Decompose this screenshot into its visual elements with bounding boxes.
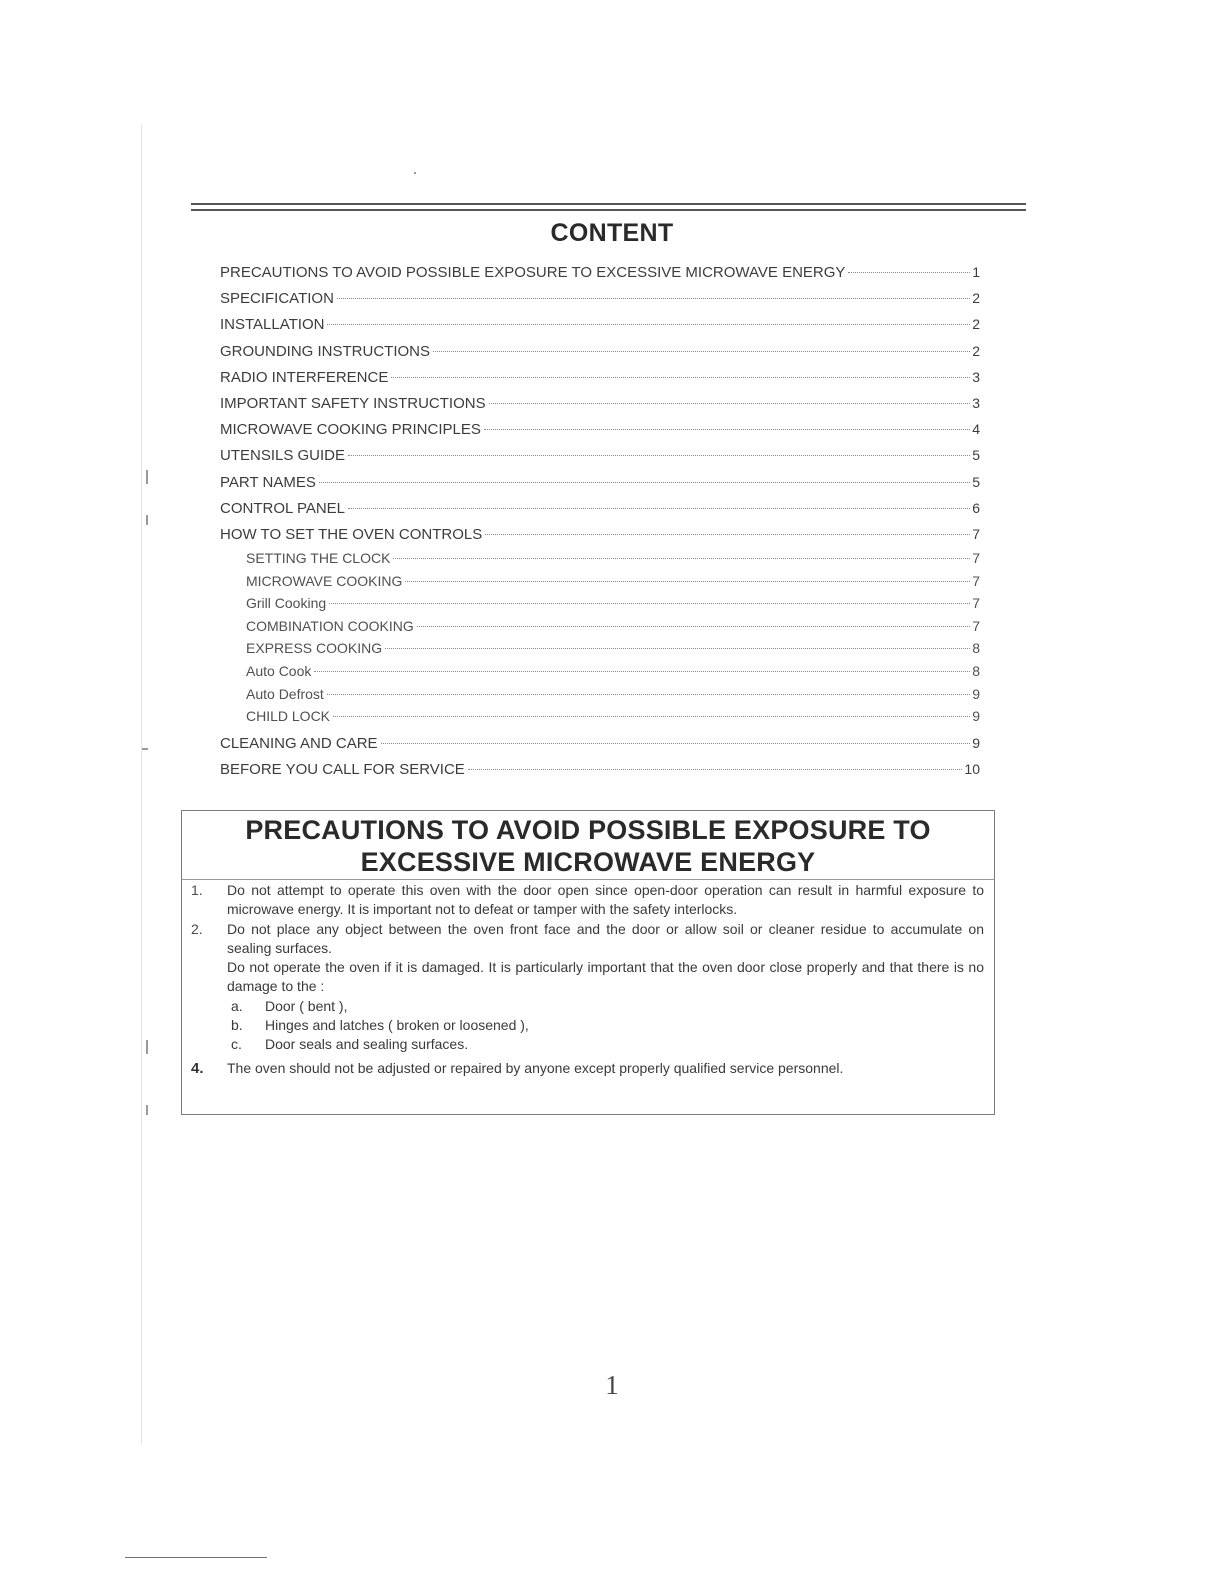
toc-entry-page: 7 [972,525,980,542]
toc-entry-page: 10 [964,761,980,777]
precaution-item [191,881,984,920]
toc-entry [220,615,980,638]
precaution-text: Do not place any object between the oven front face and the door or allow soil or cleaner residue to accumulate on sealing surfaces. [227,920,984,956]
toc-entry [220,442,980,468]
toc-entry [220,705,980,728]
header-rule-thick [191,203,1026,205]
subitem-letter: c. [231,1036,242,1053]
toc-entry-label: SETTING THE CLOCK [246,550,391,567]
precautions-title [182,811,994,878]
toc-entry [220,364,980,390]
subitem-text: Hinges and latches ( broken or loosened ), [265,1017,529,1034]
precautions-list [191,881,984,1078]
scan-mark [146,1040,148,1054]
toc-entry-label: INSTALLATION [220,316,325,334]
toc-entry-page: 7 [972,572,980,589]
toc-leader-dots [348,455,970,456]
toc-entry-label: PART NAMES [220,473,316,491]
toc-entry-page: 7 [972,550,980,567]
toc-entry-label: COMBINATION COOKING [246,617,414,634]
toc-leader-dots [848,272,970,273]
toc-leader-dots [381,743,971,744]
toc-entry-label: Auto Cook [246,663,312,680]
toc-entry-label: MICROWAVE COOKING [246,572,403,589]
toc-entry [220,547,980,570]
toc-entry-page: 2 [972,316,980,333]
toc-leader-dots [484,429,970,430]
toc-leader-dots [327,324,970,325]
toc-entry-label: UTENSILS GUIDE [220,447,346,465]
precaution-text: Do not attempt to operate this oven with the door open since open-door operation can result in harmful exposure to microwave energy. It is important not to defeat or tamper with the safety interlocks. [227,882,984,918]
toc-entry [220,592,980,615]
toc-entry-label: CLEANING AND CARE [220,734,378,752]
toc-leader-dots [417,626,970,627]
precautions-title-line: PRECAUTIONS TO AVOID POSSIBLE EXPOSURE TO [245,815,931,845]
precaution-number: 1. [191,882,203,898]
toc-entry-page: 8 [972,640,980,657]
toc-entry-page: 5 [972,447,980,464]
toc-entry [220,730,980,756]
toc-entry [220,660,980,683]
subitem-letter: b. [231,1017,243,1034]
header-rule-thin [191,209,1026,211]
toc-leader-dots [319,482,970,483]
toc-entry [220,338,980,364]
precaution-item [191,920,984,1055]
toc-leader-dots [337,298,970,299]
page-number: 1 [605,1370,619,1400]
toc-entry-page: 3 [972,368,980,385]
toc-entry [220,390,980,416]
toc-entry-label: SPECIFICATION [220,290,334,308]
scan-speck [414,172,416,174]
toc-leader-dots [485,534,970,535]
toc-leader-dots [468,769,963,770]
toc-leader-dots [385,648,970,649]
toc-entry-label: IMPORTANT SAFETY INSTRUCTIONS [220,394,486,412]
subitem-text: Door ( bent ), [265,997,348,1014]
toc-entry [220,285,980,311]
footer-line [125,1557,267,1558]
toc-entry [220,683,980,706]
toc-entry [220,756,980,782]
toc-entry-page: 7 [972,595,980,612]
toc-entry-page: 2 [972,342,980,359]
precaution-subitem [231,1016,984,1035]
precaution-text: The oven should not be adjusted or repaired by anyone except properly qualified service personnel. [227,1059,844,1076]
precautions-divider [182,879,994,880]
toc-entry-page: 9 [972,708,980,725]
precaution-body [227,881,984,920]
precaution-item [191,1059,984,1078]
toc-leader-dots [329,603,970,604]
precaution-number: 2. [191,920,203,937]
scan-mark [142,748,148,750]
toc-entry [220,637,980,660]
toc-entry-label: Auto Defrost [246,685,324,702]
precaution-subitem [231,997,984,1016]
scan-mark [146,1105,148,1115]
toc-entry-page: 9 [972,685,980,702]
toc-entry-label: MICROWAVE COOKING PRINCIPLES [220,421,481,439]
toc-leader-dots [348,508,970,509]
precaution-text: Do not operate the oven if it is damaged. It is particularly important that the oven door close properly and that there is no damage to the : [227,959,984,995]
scan-mark [146,470,148,484]
scan-mark [146,515,148,525]
precaution-subitem [231,1035,984,1054]
toc-leader-dots [393,558,970,559]
toc-entry-label: CONTROL PANEL [220,499,346,517]
toc-leader-dots [327,694,970,695]
precaution-sublist [227,997,984,1055]
scan-edge [141,125,142,1445]
toc-entry-label: HOW TO SET THE OVEN CONTROLS [220,525,483,543]
table-of-contents [220,259,980,782]
toc-entry [220,495,980,521]
toc-entry-page: 3 [972,394,980,411]
precautions-box [181,810,995,1115]
toc-leader-dots [333,716,970,717]
toc-entry [220,570,980,593]
toc-entry-page: 2 [972,290,980,307]
precaution-number: 4. [191,1059,204,1077]
toc-leader-dots [405,581,970,582]
toc-entry [220,259,980,285]
toc-leader-dots [433,351,970,352]
toc-entry-page: 1 [972,264,980,280]
precaution-body [227,920,984,1055]
toc-entry-label: Grill Cooking [246,595,327,612]
toc-entry-page: 7 [972,617,980,634]
toc-leader-dots [489,403,971,404]
toc-entry [220,416,980,442]
subitem-text: Door seals and sealing surfaces. [265,1036,469,1053]
toc-entry-label: BEFORE YOU CALL FOR SERVICE [220,761,465,778]
toc-entry [220,521,980,547]
toc-leader-dots [391,377,970,378]
contents-title: CONTENT [550,219,674,247]
subitem-letter: a. [231,997,243,1014]
toc-entry-page: 8 [972,663,980,680]
toc-entry-label: GROUNDING INSTRUCTIONS [220,342,430,360]
toc-leader-dots [314,671,970,672]
precaution-body [227,1059,984,1078]
toc-entry-page: 5 [972,473,980,490]
toc-entry-page: 4 [972,421,980,438]
toc-entry-label: RADIO INTERFERENCE [220,368,389,386]
toc-entry-page: 9 [972,734,980,751]
toc-entry-page: 6 [972,499,980,516]
toc-entry-label: PRECAUTIONS TO AVOID POSSIBLE EXPOSURE TO EXCESSIVE MICROWAVE ENERGY [220,264,846,281]
toc-entry-label: EXPRESS COOKING [246,640,383,657]
toc-entry-label: CHILD LOCK [246,708,331,725]
precautions-title-line: EXCESSIVE MICROWAVE ENERGY [360,847,816,877]
toc-entry [220,311,980,337]
toc-entry [220,469,980,495]
